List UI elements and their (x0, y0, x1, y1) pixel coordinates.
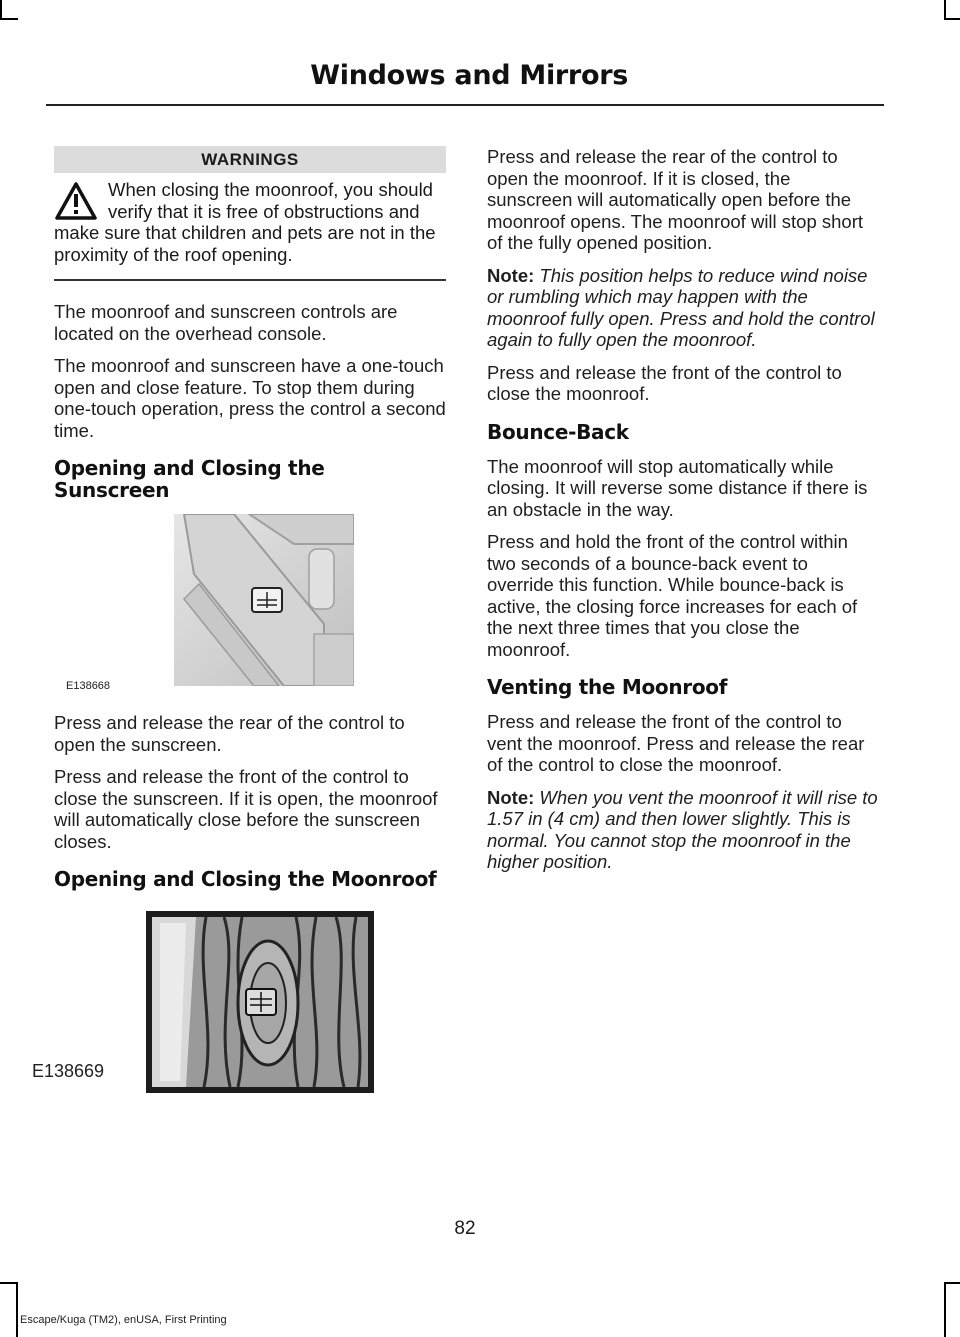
note-1 (487, 265, 879, 351)
crop-mark (0, 18, 18, 20)
sunscreen-control-illustration (174, 514, 354, 686)
bounce-back-paragraph-1: The moonroof will stop automatically while closing. It will reverse some distance if there is an obstacle in the way. (487, 455, 868, 520)
sunscreen-paragraph-1: Press and release the rear of the control to open the sunscreen. (54, 712, 405, 755)
figure-id-e138668: E138668 (66, 680, 111, 692)
warning-triangle-icon (54, 181, 98, 221)
left-column (32, 146, 446, 1101)
warning-text: When closing the moonroof, you should verify that it is free of obstructions and make sure that children and pets are not in the proximity of the roof opening. (54, 179, 436, 265)
note-2-label: Note: (487, 786, 535, 808)
moonroof-control-illustration (146, 911, 374, 1093)
footer-text: Escape/Kuga (TM2), enUSA, First Printing (20, 1314, 227, 1326)
crop-mark (0, 0, 2, 18)
warning-box (54, 179, 446, 281)
bounce-back-heading: Bounce-Back (487, 419, 629, 444)
crop-mark (944, 1282, 960, 1284)
right-column (487, 146, 879, 884)
note-1-text: This position helps to reduce wind noise or rumbling which may happen with the moonroof fully open. Press and hold the control again to fully open the moonroof. (487, 264, 875, 350)
note-1-label: Note: (487, 264, 535, 286)
header-rule (46, 104, 884, 106)
venting-heading: Venting the Moonroof (487, 675, 728, 699)
figure-sunscreen-control (54, 514, 446, 700)
moonroof-paragraph-1: Press and release the rear of the control to open the moonroof. If it is closed, the sunscreen will automatically open before the moonroof opens. The moonroof will stop short of the fully opened position. (487, 146, 864, 253)
figure-id-e138669: E138669 (32, 1061, 105, 1081)
intro-paragraph-2: The moonroof and sunscreen have a one-touch open and close feature. To stop them during one-touch operation, press the control a second time. (54, 355, 446, 441)
page-title: Windows and Mirrors (310, 60, 628, 91)
crop-mark (0, 1282, 18, 1284)
crop-mark (16, 1282, 18, 1337)
moonroof-paragraph-2: Press and release the front of the control to close the moonroof. (487, 361, 842, 404)
note-2 (487, 787, 879, 873)
crop-mark (944, 18, 960, 20)
intro-paragraph-1: The moonroof and sunscreen controls are located on the overhead console. (54, 301, 398, 344)
warnings-heading: WARNINGS (54, 146, 446, 173)
page-number: 82 (454, 1218, 476, 1239)
venting-paragraph-1: Press and release the front of the control to vent the moonroof. Press and release the rear of the control to close the moonroof. (487, 711, 865, 775)
bounce-back-paragraph-2: Press and hold the front of the control within two seconds of a bounce-back event to override this function. While bounce-back is active, the closing force increases for each of the next three times that you close the moonroof. (487, 531, 858, 660)
sunscreen-paragraph-2: Press and release the front of the control to close the sunscreen. If it is open, the moonroof will automatically close before the sunscreen closes. (54, 766, 438, 852)
moonroof-heading: Opening and Closing the Moonroof (54, 867, 437, 891)
sunscreen-heading: Opening and Closing the Sunscreen (54, 456, 325, 502)
crop-mark (944, 0, 946, 18)
crop-mark (944, 1282, 946, 1337)
figure-moonroof-control (32, 903, 446, 1089)
note-2-text: When you vent the moonroof it will rise to 1.57 in (4 cm) and then lower slightly. This is normal. You cannot stop the moonroof in the higher position. (487, 786, 878, 872)
